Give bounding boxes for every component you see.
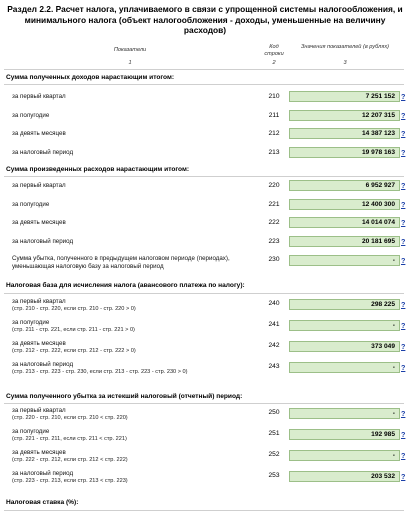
row-code: 213 bbox=[268, 149, 280, 156]
row-label: за первый квартал bbox=[12, 93, 66, 100]
help-link[interactable]: ? bbox=[401, 451, 406, 460]
value-field[interactable]: 20 181 695 bbox=[289, 236, 400, 247]
row-label: за налоговый период bbox=[12, 238, 74, 245]
column-number-value: 3 bbox=[343, 60, 347, 66]
row-code: 230 bbox=[268, 256, 280, 263]
help-link[interactable]: ? bbox=[401, 342, 406, 351]
row-code: 250 bbox=[268, 409, 280, 416]
row-label-main: за девять месяцев bbox=[12, 449, 66, 456]
row-label bbox=[12, 319, 135, 334]
row-label bbox=[12, 470, 128, 485]
row-code: 253 bbox=[268, 472, 280, 479]
row-label bbox=[12, 298, 136, 313]
row-code: 222 bbox=[268, 219, 280, 226]
help-link[interactable]: ? bbox=[401, 111, 406, 120]
row-code: 210 bbox=[268, 93, 280, 100]
row-label: за первый квартал bbox=[12, 182, 66, 189]
section-divider bbox=[4, 510, 404, 511]
table-row bbox=[0, 128, 409, 142]
help-link[interactable]: ? bbox=[401, 200, 406, 209]
value-field[interactable]: - bbox=[289, 255, 400, 266]
value-field[interactable]: 373 049 bbox=[289, 341, 400, 352]
column-header-code: Код строки bbox=[264, 44, 284, 57]
table-row bbox=[0, 361, 409, 381]
table-row bbox=[0, 298, 409, 318]
help-link[interactable]: ? bbox=[401, 363, 406, 372]
section-title-tax-rate: Налоговая ставка (%): bbox=[6, 499, 79, 506]
page-title: Раздел 2.2. Расчет налога, уплачиваемого в связи с упрощенной системы налогообложения, и минимального налога (объект налогообложения - доходы, уменьшенные на величину расходов) bbox=[7, 4, 403, 35]
row-label bbox=[12, 449, 128, 464]
row-label bbox=[12, 407, 128, 422]
value-field[interactable]: - bbox=[289, 362, 400, 373]
header-divider bbox=[4, 69, 404, 70]
row-label-main: за первый квартал bbox=[12, 407, 66, 414]
value-field[interactable]: 12 207 315 bbox=[289, 110, 400, 121]
value-field[interactable]: 192 985 bbox=[289, 429, 400, 440]
row-label-main: за налоговый период bbox=[12, 470, 74, 477]
row-code: 211 bbox=[268, 112, 280, 119]
table-row bbox=[0, 449, 409, 469]
section-divider bbox=[4, 293, 404, 294]
help-link[interactable]: ? bbox=[401, 181, 406, 190]
section-divider bbox=[4, 403, 404, 404]
table-row bbox=[0, 217, 409, 231]
table-row bbox=[0, 199, 409, 213]
value-field[interactable]: 6 952 927 bbox=[289, 180, 400, 191]
section-divider bbox=[4, 176, 404, 177]
table-row bbox=[0, 180, 409, 194]
value-field[interactable]: - bbox=[289, 320, 400, 331]
row-label-formula: (стр. 213 - стр. 223 - стр. 230, если стр. 213 - стр. 223 - стр. 230 > 0) bbox=[12, 368, 188, 375]
value-field[interactable]: 203 532 bbox=[289, 471, 400, 482]
row-code: 212 bbox=[268, 130, 280, 137]
row-code: 221 bbox=[268, 201, 280, 208]
help-link[interactable]: ? bbox=[401, 321, 406, 330]
row-code: 240 bbox=[268, 300, 280, 307]
row-label: за девять месяцев bbox=[12, 130, 66, 137]
column-header-value: Значения показателей (в рублях) bbox=[301, 44, 389, 50]
row-code: 220 bbox=[268, 182, 280, 189]
row-code: 242 bbox=[268, 342, 280, 349]
row-label-main: за девять месяцев bbox=[12, 340, 66, 347]
row-label-main: за полугодие bbox=[12, 319, 50, 326]
value-field[interactable]: - bbox=[289, 450, 400, 461]
row-label-formula: (стр. 212 - стр. 222, если стр. 212 - стр. 222 > 0) bbox=[12, 347, 136, 354]
section-title-loss: Сумма полученного убытка за истекший налоговый (отчетный) период: bbox=[6, 393, 243, 400]
help-link[interactable]: ? bbox=[401, 148, 406, 157]
help-link[interactable]: ? bbox=[401, 472, 406, 481]
help-link[interactable]: ? bbox=[401, 218, 406, 227]
section-title-income: Сумма полученных доходов нарастающим итогом: bbox=[6, 74, 175, 81]
row-label-formula: (стр. 210 - стр. 220, если стр. 210 - стр. 220 > 0) bbox=[12, 305, 136, 312]
column-number-code: 2 bbox=[272, 60, 276, 66]
row-code: 241 bbox=[268, 321, 280, 328]
table-row bbox=[0, 236, 409, 250]
table-row bbox=[0, 147, 409, 161]
row-label: Сумма убытка, полученного в предыдущем налоговом периоде (периодах), уменьшающая налоговую базу за налоговый период bbox=[12, 255, 230, 270]
row-label-main: за полугодие bbox=[12, 428, 50, 435]
row-label bbox=[12, 340, 136, 355]
help-link[interactable]: ? bbox=[401, 237, 406, 246]
row-code: 252 bbox=[268, 451, 280, 458]
value-field[interactable]: 14 387 123 bbox=[289, 128, 400, 139]
table-row bbox=[0, 470, 409, 490]
row-label-main: за налоговый период bbox=[12, 361, 74, 368]
value-field[interactable]: 12 400 300 bbox=[289, 199, 400, 210]
column-header-indicators: Показатели bbox=[113, 47, 147, 53]
row-label bbox=[12, 428, 127, 443]
row-label-formula: (стр. 220 - стр. 210, если стр. 210 < стр. 220) bbox=[12, 414, 128, 421]
table-row bbox=[0, 428, 409, 448]
table-row bbox=[0, 91, 409, 105]
help-link[interactable]: ? bbox=[401, 256, 406, 265]
row-label: за девять месяцев bbox=[12, 219, 66, 226]
row-label-formula: (стр. 222 - стр. 212, если стр. 212 < стр. 222) bbox=[12, 456, 128, 463]
table-row bbox=[0, 110, 409, 124]
row-label: за полугодие bbox=[12, 112, 50, 119]
row-code: 251 bbox=[268, 430, 280, 437]
help-link[interactable]: ? bbox=[401, 409, 406, 418]
section-divider bbox=[4, 84, 404, 85]
help-link[interactable]: ? bbox=[401, 300, 406, 309]
row-label-formula: (стр. 211 - стр. 221, если стр. 211 - стр. 221 > 0) bbox=[12, 326, 135, 333]
value-field[interactable]: - bbox=[289, 408, 400, 419]
value-field[interactable]: 14 014 074 bbox=[289, 217, 400, 228]
row-label: за налоговый период bbox=[12, 149, 74, 156]
help-link[interactable]: ? bbox=[401, 430, 406, 439]
table-row bbox=[0, 340, 409, 360]
section-title-tax-base: Налоговая база для исчисления налога (авансового платежа по налогу): bbox=[6, 282, 245, 289]
table-row bbox=[0, 319, 409, 339]
column-number-indicators: 1 bbox=[128, 60, 132, 66]
value-field[interactable]: 298 225 bbox=[289, 299, 400, 310]
section-title-expenses: Сумма произведенных расходов нарастающим итогом: bbox=[6, 166, 190, 173]
row-label: за полугодие bbox=[12, 201, 50, 208]
value-field[interactable]: 19 978 163 bbox=[289, 147, 400, 158]
table-row bbox=[0, 255, 409, 275]
help-link[interactable]: ? bbox=[401, 92, 406, 101]
row-code: 243 bbox=[268, 363, 280, 370]
help-link[interactable]: ? bbox=[401, 129, 406, 138]
row-label-formula: (стр. 223 - стр. 213, если стр. 213 < стр. 223) bbox=[12, 477, 128, 484]
row-label-main: за первый квартал bbox=[12, 298, 66, 305]
row-code: 223 bbox=[268, 238, 280, 245]
table-row bbox=[0, 407, 409, 427]
row-label bbox=[12, 361, 188, 376]
value-field[interactable]: 7 251 152 bbox=[289, 91, 400, 102]
row-label-formula: (стр. 221 - стр. 211, если стр. 211 < стр. 221) bbox=[12, 435, 127, 442]
